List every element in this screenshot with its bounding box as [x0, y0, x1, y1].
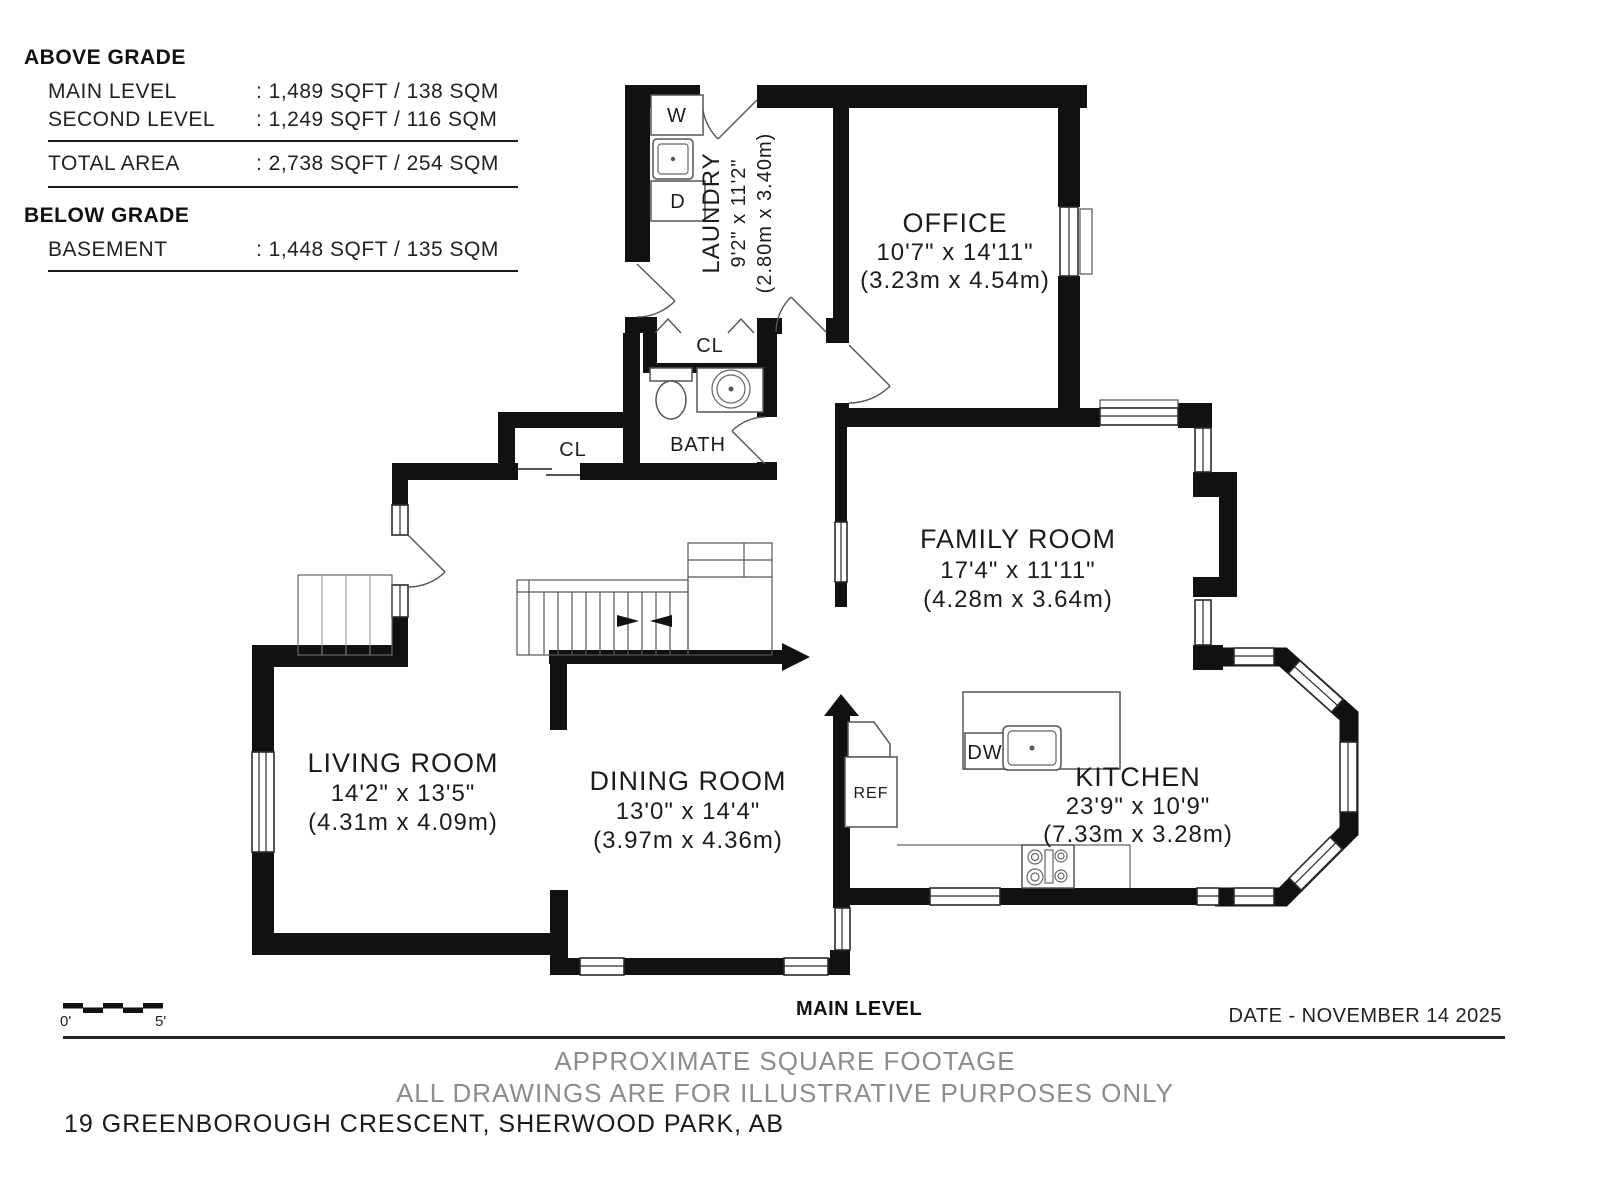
above-grade-title: ABOVE GRADE: [24, 46, 186, 69]
svg-text:14'2" x 13'5": 14'2" x 13'5": [330, 780, 476, 807]
svg-text:(4.28m x 3.64m): (4.28m x 3.64m): [923, 586, 1113, 613]
dining-room-label: [590, 766, 787, 854]
office-label: [860, 208, 1050, 294]
svg-text:LAUNDRY: LAUNDRY: [698, 152, 725, 274]
legend-label: TOTAL AREA: [48, 152, 180, 175]
below-grade-title: BELOW GRADE: [24, 204, 190, 227]
svg-text:23'9" x 10'9": 23'9" x 10'9": [1065, 793, 1211, 820]
svg-text:(4.31m x 4.09m): (4.31m x 4.09m): [308, 809, 498, 836]
closet-bypass-doors: [518, 463, 580, 480]
svg-text:9'2" x 11'2": 9'2" x 11'2": [728, 158, 750, 268]
legend-label: MAIN LEVEL: [48, 80, 177, 103]
stove: [1022, 845, 1074, 888]
laundry-label: [698, 133, 776, 294]
fireplace-niche: [1193, 497, 1219, 577]
svg-text:DINING ROOM: DINING ROOM: [589, 766, 787, 796]
date-label: DATE - NOVEMBER 14 2025: [1228, 1005, 1502, 1027]
toilet: [650, 368, 692, 419]
bath-label: BATH: [670, 434, 726, 456]
svg-text:13'0" x 14'4": 13'0" x 14'4": [615, 798, 761, 825]
svg-text:17'4" x 11'11": 17'4" x 11'11": [940, 557, 1096, 584]
windows: [252, 207, 1357, 975]
disclaimer-line-1: APPROXIMATE SQUARE FOOTAGE: [554, 1046, 1016, 1076]
closet-hall-label: CL: [696, 335, 724, 357]
kitchen-sink: [1003, 726, 1061, 770]
refrigerator-label: REF: [853, 785, 889, 802]
svg-text:KITCHEN: KITCHEN: [1075, 762, 1201, 792]
laundry-sink: [653, 139, 693, 179]
svg-text:(7.33m x 3.28m): (7.33m x 3.28m): [1043, 821, 1233, 848]
legend-label: BASEMENT: [48, 238, 168, 261]
svg-text:FAMILY ROOM: FAMILY ROOM: [919, 524, 1117, 554]
svg-text:OFFICE: OFFICE: [902, 208, 1008, 238]
legend-label: SECOND LEVEL: [48, 108, 216, 131]
bath-sink: [697, 368, 763, 412]
scale-start: 0': [60, 1013, 72, 1030]
family-room-label: [920, 524, 1116, 613]
property-address: 19 GREENBOROUGH CRESCENT, SHERWOOD PARK, AB: [64, 1110, 784, 1138]
dishwasher-label: DW: [967, 742, 1003, 764]
living-room-label: [307, 748, 498, 836]
legend-value: : 1,249 SQFT / 116 SQM: [256, 108, 498, 131]
porch-steps: [298, 575, 392, 655]
level-title: MAIN LEVEL: [796, 998, 923, 1020]
pantry-cabinet: [848, 722, 890, 757]
scale-end: 5': [155, 1013, 167, 1030]
scale-bar: [63, 1003, 163, 1013]
stair-direction-arrow: [650, 615, 672, 627]
staircase: [517, 543, 772, 655]
counter-edge: [897, 845, 1130, 888]
svg-text:(3.97m x 4.36m): (3.97m x 4.36m): [593, 827, 783, 854]
svg-text:(2.80m x 3.40m): (2.80m x 3.40m): [754, 132, 776, 294]
legend-value: : 2,738 SQFT / 254 SQM: [256, 152, 499, 175]
svg-text:LIVING ROOM: LIVING ROOM: [307, 748, 499, 778]
svg-text:(3.23m x 4.54m): (3.23m x 4.54m): [860, 267, 1050, 294]
washer-label: W: [667, 105, 687, 127]
legend-value: : 1,489 SQFT / 138 SQM: [256, 80, 499, 103]
kitchen-label: [1043, 762, 1233, 848]
footer-rule: [63, 1036, 1505, 1039]
svg-text:10'7" x 14'11": 10'7" x 14'11": [876, 239, 1034, 266]
dryer-label: D: [670, 191, 686, 213]
closet-entry-label: CL: [559, 439, 587, 461]
disclaimer-line-2: ALL DRAWINGS ARE FOR ILLUSTRATIVE PURPOSES ONLY: [395, 1078, 1175, 1108]
legend-value: : 1,448 SQFT / 135 SQM: [256, 238, 499, 261]
